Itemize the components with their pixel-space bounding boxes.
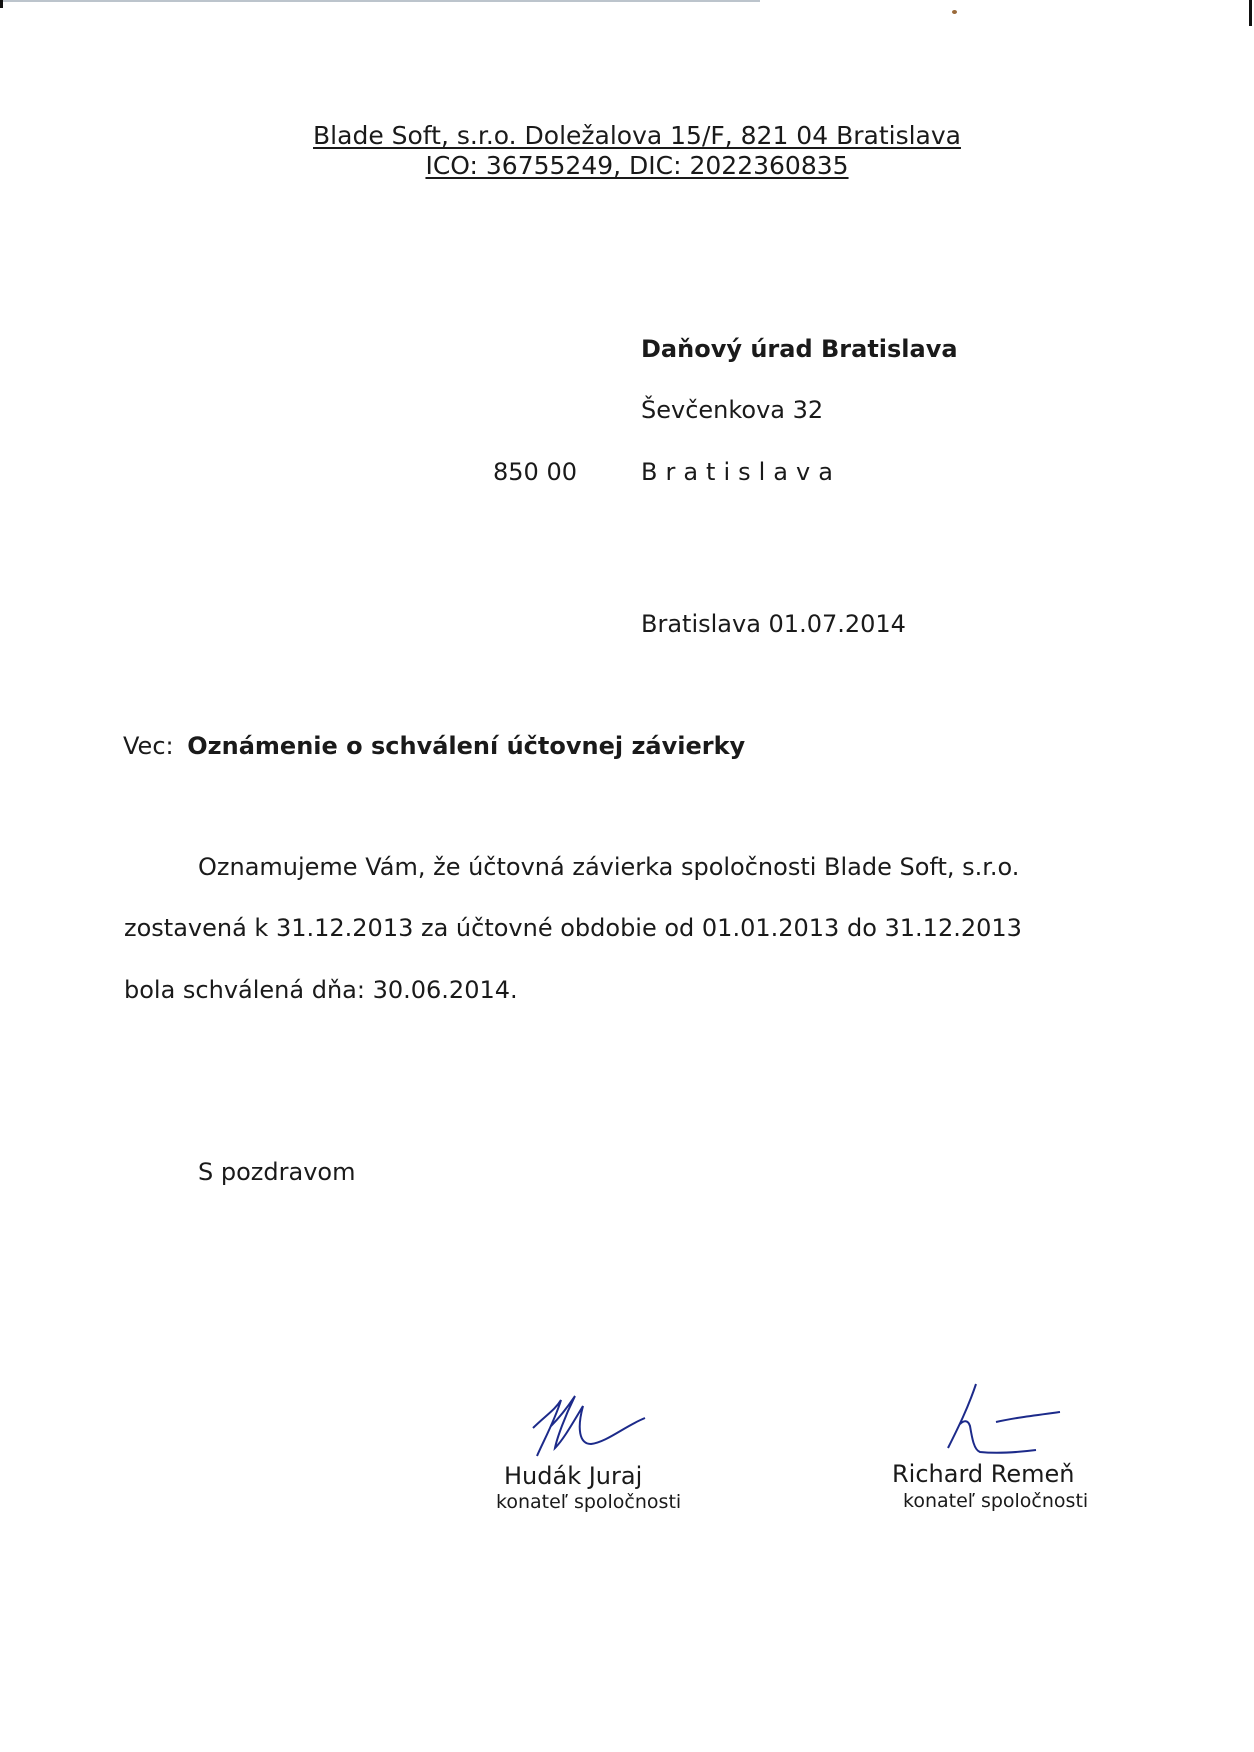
body-line-1: Oznamujeme Vám, že účtovná závierka spoločnosti Blade Soft, s.r.o. [198,853,1020,881]
scan-speck [952,10,957,14]
recipient-city: Bratislava [641,458,841,486]
letterhead-line-1: Blade Soft, s.r.o. Doležalova 15/F, 821 04 Bratislava [313,121,961,150]
recipient-name: Daňový úrad Bratislava [641,335,958,363]
scan-edge-left [0,0,3,8]
scan-edge-right [1249,0,1252,26]
body-line-2: zostavená k 31.12.2013 za účtovné obdobie od 01.01.2013 do 31.12.2013 [124,914,1022,942]
body-line-3: bola schválená dňa: 30.06.2014. [124,976,518,1004]
closing: S pozdravom [198,1158,356,1186]
letterhead-line-2: ICO: 36755249, DIC: 2022360835 [425,151,849,180]
subject-line [123,731,745,761]
subject-label: Vec: [123,732,174,760]
recipient-postal-code: 850 00 [493,458,577,486]
signatory-1-role: konateľ spoločnosti [496,1491,682,1513]
signatory-2-name: Richard Remeň [892,1460,1075,1488]
date-line: Bratislava 01.07.2014 [641,610,906,638]
recipient-street: Ševčenkova 32 [641,396,824,424]
signature-remen-image [920,1380,1070,1460]
signatory-2-role: konateľ spoločnosti [903,1490,1089,1512]
scan-edge-top [0,0,760,2]
subject-text: Oznámenie o schválení účtovnej závierky [187,732,746,760]
signature-hudak-image [515,1386,665,1466]
signatory-1-name: Hudák Juraj [504,1462,643,1490]
